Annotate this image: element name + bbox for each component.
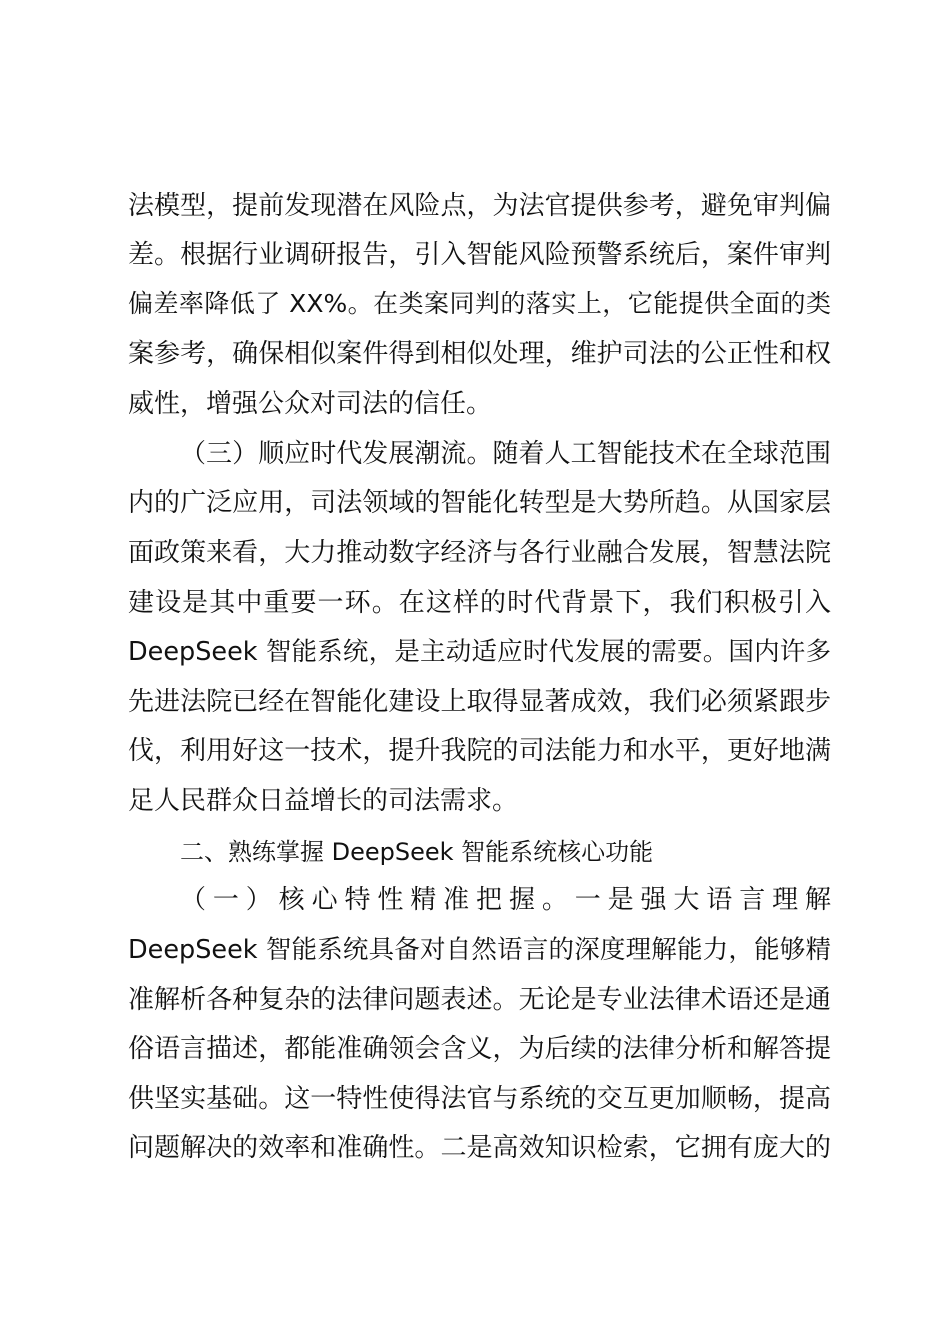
section-heading: 二、熟练掌握 DeepSeek 智能系统核心功能 (180, 838, 654, 866)
paragraph-line: 准解析各种复杂的法律问题表述。无论是专业法律术语还是通 (128, 985, 831, 1015)
paragraph-line: 伐，利用好这一技术，提升我院的司法能力和水平，更好地满 (128, 736, 831, 766)
paragraph-line: 问题解决的效率和准确性。二是高效知识检索，它拥有庞大的 (128, 1133, 831, 1163)
paragraph-line: 建设是其中重要一环。在这样的时代背景下，我们积极引入 (128, 588, 831, 618)
paragraph-line: DeepSeek 智能系统具备对自然语言的深度理解能力，能够精 (128, 935, 831, 965)
paragraph-line: 供坚实基础。这一特性使得法官与系统的交互更加顺畅，提高 (128, 1084, 831, 1114)
paragraph-line: 面政策来看，大力推动数字经济与各行业融合发展，智慧法院 (128, 538, 831, 568)
paragraph-line: 威性，增强公众对司法的信任。 (128, 389, 493, 419)
paragraph-line: DeepSeek 智能系统，是主动适应时代发展的需要。国内许多 (128, 637, 831, 667)
paragraph-line: 内的广泛应用，司法领域的智能化转型是大势所趋。从国家层 (128, 488, 831, 518)
paragraph-line: （三）顺应时代发展潮流。随着人工智能技术在全球范围 (180, 439, 831, 469)
paragraph-line: 偏差率降低了 XX%。在类案同判的落实上，它能提供全面的类 (128, 289, 831, 318)
paragraph-line: 足人民群众日益增长的司法需求。 (128, 786, 519, 816)
paragraph-line: 先进法院已经在智能化建设上取得显著成效，我们必须紧跟步 (128, 687, 831, 717)
paragraph-line: 俗语言描述，都能准确领会含义，为后续的法律分析和解答提 (128, 1034, 831, 1064)
paragraph-line: （一）核心特性精准把握。一是强大语言理解 (180, 885, 831, 915)
paragraph-line: 法模型，提前发现潜在风险点，为法官提供参考，避免审判偏 (128, 191, 831, 221)
paragraph-line: 差。根据行业调研报告，引入智能风险预警系统后，案件审判 (128, 240, 831, 270)
paragraph-line: 案参考，确保相似案件得到相似处理，维护司法的公正性和权 (128, 339, 831, 369)
